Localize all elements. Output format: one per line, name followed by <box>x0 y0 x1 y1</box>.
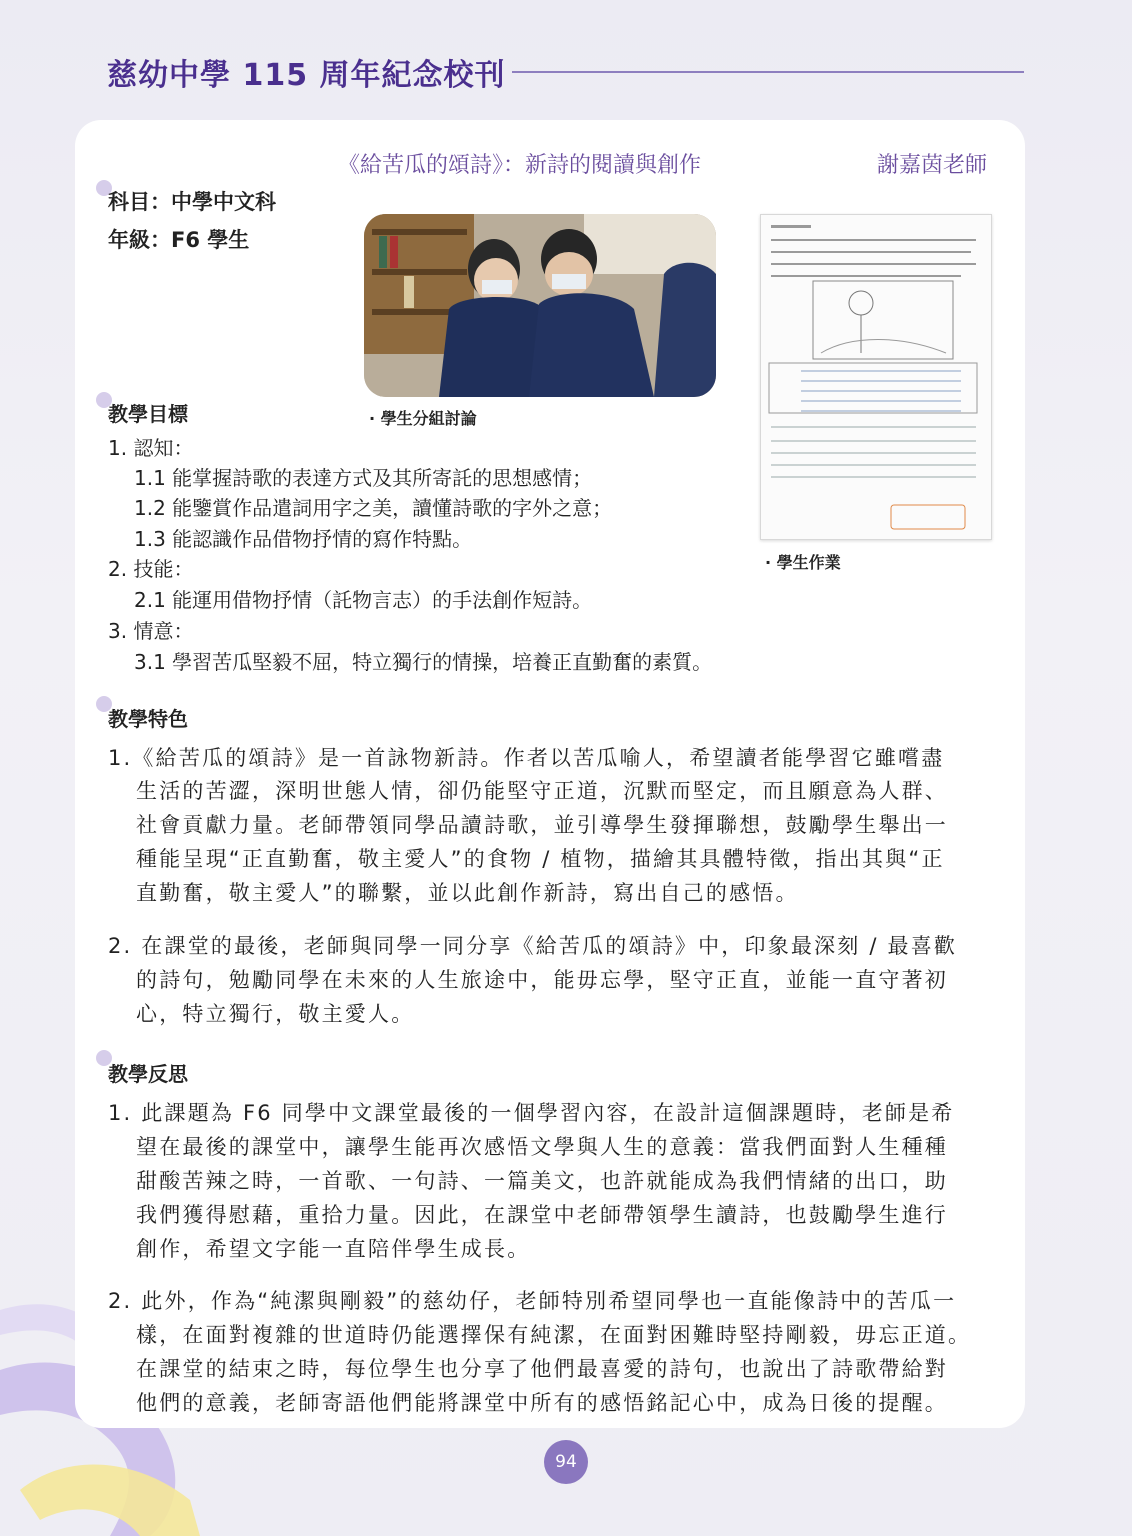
features-line: 直勤奮，敬主愛人”的聯繫，並以此創作新詩，寫出自己的感悟。 <box>136 881 799 905</box>
photo-caption: · 學生分組討論 <box>369 409 477 428</box>
reflection-line: 我們獲得慰藉，重拾力量。因此，在課堂中老師帶領學生讀詩，也鼓勵學生進行 <box>136 1203 948 1227</box>
objective-line: 3.1 學習苦瓜堅毅不屈，特立獨行的情操，培養正直勤奮的素質。 <box>134 650 713 674</box>
features-line: 的詩句，勉勵同學在未來的人生旅途中，能毋忘學，堅守正直，並能一直守著初 <box>136 968 948 992</box>
header-rule <box>512 71 1024 73</box>
objective-line: 1. 認知： <box>108 436 194 460</box>
magazine-title: 慈幼中學 115 周年紀念校刊 <box>107 58 506 93</box>
subject-label: 科目：中學中文科 <box>108 190 276 214</box>
objective-line: 2.1 能運用借物抒情（託物言志）的手法創作短詩。 <box>134 588 593 612</box>
features-line: 心，特立獨行，敬主愛人。 <box>136 1002 415 1026</box>
reflection-line: 創作，希望文字能一直陪伴學生成長。 <box>136 1237 531 1261</box>
reflection-line: 甜酸苦辣之時，一首歌、一句詩、一篇美文，也許就能成為我們情緒的出口，助 <box>136 1169 948 1193</box>
features-line: 2. 在課堂的最後，老師與同學一同分享《給苦瓜的頌詩》中，印象最深刻 / 最喜歡 <box>108 934 958 958</box>
features-heading: 教學特色 <box>108 707 188 731</box>
grade-label: 年級：F6 學生 <box>108 228 250 252</box>
reflection-line: 1. 此課題為 F6 同學中文課堂最後的一個學習內容，在設計這個課題時，老師是希 <box>108 1101 955 1125</box>
features-line: 種能呈現“正直勤奮，敬主愛人”的食物 / 植物，描繪其具體特徵，指出其與“正 <box>136 847 945 871</box>
objective-line: 2. 技能： <box>108 557 194 581</box>
objective-line: 1.3 能認識作品借物抒情的寫作特點。 <box>134 527 473 551</box>
page-number: 94 <box>544 1440 588 1484</box>
objective-line: 1.2 能鑒賞作品遣詞用字之美，讀懂詩歌的字外之意； <box>134 496 613 520</box>
reflection-heading: 教學反思 <box>108 1062 188 1086</box>
features-line: 1.《給苦瓜的頌詩》是一首詠物新詩。作者以苦瓜喻人，希望讀者能學習它雖嚐盡 <box>108 746 945 770</box>
reflection-line: 望在最後的課堂中，讓學生能再次感悟文學與人生的意義：當我們面對人生種種 <box>136 1135 948 1159</box>
students-discussion-photo <box>364 214 716 397</box>
reflection-line: 他們的意義，老師寄語他們能將課堂中所有的感悟銘記心中，成為日後的提醒。 <box>136 1391 948 1415</box>
author: 謝嘉茵老師 <box>877 153 988 178</box>
objective-line: 1.1 能掌握詩歌的表達方式及其所寄託的思想感情； <box>134 466 593 490</box>
article-title: 《給苦瓜的頌詩》：新詩的閱讀與創作 <box>338 153 702 178</box>
objectives-heading: 教學目標 <box>108 402 188 426</box>
features-line: 生活的苦澀，深明世態人情，卻仍能堅守正道，沉默而堅定，而且願意為人群、 <box>136 779 948 803</box>
objective-line: 3. 情意： <box>108 619 194 643</box>
student-worksheet-image <box>760 214 992 540</box>
features-line: 社會貢獻力量。老師帶領同學品讀詩歌，並引導學生發揮聯想，鼓勵學生舉出一 <box>136 813 948 837</box>
reflection-line: 樣，在面對複雜的世道時仍能選擇保有純潔，在面對困難時堅持剛毅，毋忘正道。 <box>136 1323 972 1347</box>
reflection-line: 2. 此外，作為“純潔與剛毅”的慈幼仔，老師特別希望同學也一直能像詩中的苦瓜一 <box>108 1289 957 1313</box>
reflection-line: 在課堂的結束之時，每位學生也分享了他們最喜愛的詩句，也說出了詩歌帶給對 <box>136 1357 948 1381</box>
worksheet-caption: · 學生作業 <box>765 553 841 572</box>
